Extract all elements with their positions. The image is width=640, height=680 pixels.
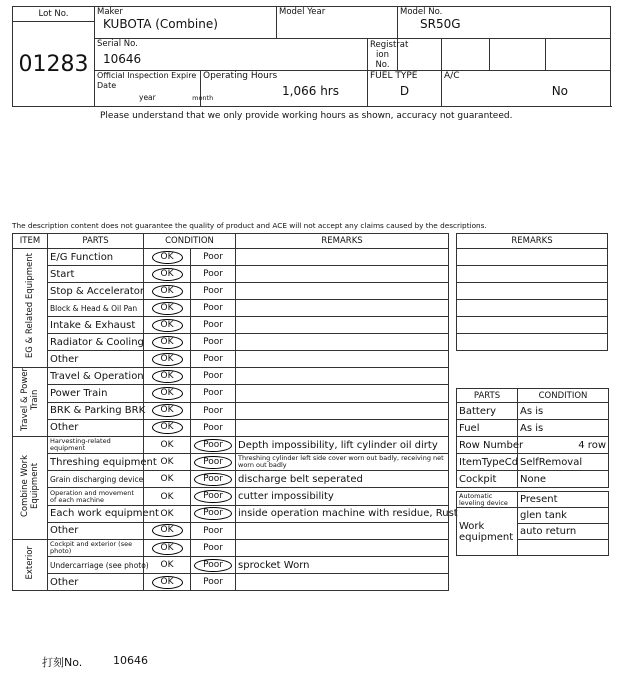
ok-mark: OK [160,457,174,468]
ok-mark: OK [152,251,183,264]
item-group-name: Travel & Power Train [20,368,40,432]
disclaimer: The description content does not guarantee the quality of product and ACE will not accept any claims caused by the descriptions. [12,221,487,230]
work-equipment-table [456,491,609,556]
remark-cell [236,317,449,334]
poor-cell [191,385,236,402]
hours-label: Operating Hours [203,71,278,81]
poor-mark: Poor [203,320,223,330]
model-no-value: SR50G [420,17,461,31]
table-row [13,334,449,351]
poor-cell [191,437,236,454]
item-group-label [13,249,48,368]
part-name: Other [48,419,144,436]
table-row [13,351,449,368]
side-part-condition: As is [518,420,609,437]
fuel-cell [368,71,442,107]
serial-label: Serial No. [97,39,138,49]
poor-mark: Poor [194,439,232,452]
ok-cell [144,557,191,574]
auto-leveling-value: Present [518,492,609,508]
part-name: Other [48,522,144,539]
side-part-condition: 4 row [518,437,609,454]
ok-mark: OK [152,268,183,281]
poor-mark: Poor [203,388,223,399]
side-parts-row [457,420,609,437]
remark-cell [236,385,449,402]
ok-cell [144,300,191,317]
stamp-no-value: 10646 [113,654,148,667]
part-name: Harvesting-related equipment [48,437,144,454]
poor-mark: Poor [203,303,223,313]
poor-mark: Poor [194,507,232,520]
part-name: Start [48,266,144,283]
side-remarks-row [457,300,608,317]
ok-cell [144,540,191,557]
side-part-name: Cockpit [457,471,518,488]
poor-mark: Poor [194,456,232,469]
part-name: Power Train [48,385,144,402]
poor-cell [191,283,236,300]
part-name: Stop & Accelerator [48,283,144,300]
ok-cell [144,351,191,368]
poor-cell [191,368,236,385]
table-row [13,368,449,385]
condition-header: CONDITION [144,234,236,249]
table-row [13,505,449,522]
remark-cell [236,368,449,385]
year-label: year [139,93,156,102]
poor-cell [191,574,236,591]
maker-cell [95,7,277,39]
remark-cell [236,402,449,419]
part-name: Grain discharging device [48,471,144,488]
inspection-cell [95,71,214,107]
table-row [13,300,449,317]
model-no-label: Model No. [400,7,443,17]
ok-cell [144,317,191,334]
ok-cell [144,334,191,351]
lot-no-label: Lot No. [13,7,95,22]
table-row [13,557,449,574]
side-parts-row [457,471,609,488]
poor-mark: Poor [194,559,232,572]
part-name: Other [48,351,144,368]
side-part-name: Fuel [457,420,518,437]
remark-cell [236,266,449,283]
table-row [13,317,449,334]
poor-cell [191,471,236,488]
table-row [13,574,449,591]
item-group-label [13,437,48,540]
side-parts-row [457,454,609,471]
auto-leveling-label: Automatic leveling device [457,492,518,508]
lot-no-value: 01283 [13,22,95,107]
part-name: Operation and movement of each machine [48,488,144,505]
side-remarks-row [457,266,608,283]
part-name: Threshing equipment [48,454,144,471]
table-row [13,283,449,300]
poor-cell [191,266,236,283]
poor-cell [191,540,236,557]
part-name: Other [48,574,144,591]
work-equipment-value [518,540,609,556]
remark-cell: Depth impossibility, lift cylinder oil dirty [236,437,449,454]
model-no-cell [398,7,611,39]
parts-header: PARTS [48,234,144,249]
remarks-header: REMARKS [236,234,449,249]
part-name: Radiator & Cooling [48,334,144,351]
serial-value: 10646 [103,52,142,66]
poor-cell [191,557,236,574]
poor-cell [191,454,236,471]
part-name: E/G Function [48,249,144,266]
ok-mark: OK [152,319,183,332]
remark-cell [236,283,449,300]
item-group-name: Combine Work Equipment [20,455,40,518]
poor-mark: Poor [203,405,223,416]
poor-cell [191,419,236,436]
ok-cell [144,368,191,385]
side-remarks-table [456,233,608,351]
hours-cell [201,71,368,107]
side-parts-row [457,403,609,420]
maker-label: Maker [97,7,123,17]
remark-cell [236,540,449,557]
side-remarks-row [457,317,608,334]
table-row [13,419,449,436]
side-remarks-header: REMARKS [457,234,608,249]
remark-cell [236,574,449,591]
poor-cell [191,522,236,539]
inspection-table [12,233,458,591]
table-row [13,402,449,419]
poor-mark: Poor [203,525,223,536]
poor-mark: Poor [203,252,223,262]
side-part-condition: As is [518,403,609,420]
work-equipment-value: glen tank [518,508,609,524]
ac-cell [442,71,611,107]
table-row [13,266,449,283]
table-row [13,488,449,505]
side-remarks-row [457,249,608,266]
part-name: Block & Head & Oil Pan [48,300,144,317]
registration-label: Registrat ion No. [368,39,398,71]
ok-cell [144,437,191,454]
remark-cell [236,300,449,317]
remark-cell [236,522,449,539]
part-name: Each work equipment [48,505,144,522]
ok-mark: OK [152,370,183,383]
ok-mark: OK [152,421,183,434]
ok-cell [144,419,191,436]
ok-cell [144,266,191,283]
fuel-label: FUEL TYPE [370,71,418,81]
side-part-name: Row Number [457,437,518,454]
ok-mark: OK [152,524,183,537]
ok-mark: OK [152,576,183,589]
ok-cell [144,471,191,488]
ok-mark: OK [152,404,183,417]
stamp-no-label: 打刻No. [42,656,83,669]
ok-mark: OK [160,508,174,519]
poor-mark: Poor [203,543,223,553]
hours-value: 1,066 hrs [282,84,339,98]
poor-mark: Poor [203,371,223,382]
side-part-name: Battery [457,403,518,420]
part-name: Travel & Operation [48,368,144,385]
remark-cell: discharge belt seperated [236,471,449,488]
remark-cell: Threshing cylinder left side cover worn out badly, receiving net worn out badly [236,454,449,471]
fuel-value: D [399,84,410,98]
ok-mark: OK [160,560,174,570]
poor-mark: Poor [203,337,223,347]
poor-mark: Poor [203,354,223,364]
ok-mark: OK [152,542,183,555]
ok-mark: OK [152,336,183,349]
poor-cell [191,488,236,505]
remark-cell: inside operation machine with residue, Rust [236,505,449,522]
ok-mark: OK [152,302,183,315]
item-group-label [13,368,48,437]
poor-cell [191,334,236,351]
ok-cell [144,488,191,505]
ok-cell [144,574,191,591]
side-parts-table [456,388,609,488]
side-part-condition: None [518,471,609,488]
poor-mark: Poor [203,269,223,279]
part-name: Cockpit and exterior (see photo) [48,540,144,557]
item-group-name: Exterior [25,546,35,580]
table-row [13,540,449,557]
item-group-name: EG & Related Equipment [25,253,35,359]
remark-cell: sprocket Worn [236,557,449,574]
ok-mark: OK [160,491,174,502]
poor-cell [191,402,236,419]
side-remarks-row [457,283,608,300]
poor-cell [191,351,236,368]
table-row [13,385,449,402]
side-condition-header: CONDITION [518,389,609,403]
work-equipment-label: Work equipment [457,508,518,556]
ok-cell [144,249,191,266]
ok-mark: OK [152,353,183,366]
remark-cell [236,419,449,436]
poor-cell [191,300,236,317]
ok-mark: OK [160,474,174,485]
work-equipment-value: auto return [518,524,609,540]
model-year-label: Model Year [279,7,326,17]
table-row [13,454,449,471]
header-table [12,6,611,107]
poor-mark: Poor [194,473,232,486]
inspection-label: Official Inspection Expire Date [97,71,197,90]
side-part-name: ItemTypeCd [457,454,518,471]
side-part-condition: SelfRemoval [518,454,609,471]
ok-mark: OK [160,440,174,451]
poor-mark: Poor [203,422,223,433]
hours-notice: Please understand that we only provide working hours as shown, accuracy not guaranteed. [100,111,513,121]
poor-cell [191,317,236,334]
serial-cell [95,39,368,71]
part-name: BRK & Parking BRK [48,402,144,419]
part-name: Undercarriage (see photo) [48,557,144,574]
remark-cell: cutter impossibility [236,488,449,505]
poor-mark: Poor [203,286,223,296]
model-year-cell [277,7,398,39]
side-remarks-row [457,334,608,351]
remark-cell [236,249,449,266]
ok-cell [144,283,191,300]
ok-cell [144,385,191,402]
remark-cell [236,351,449,368]
item-group-label [13,540,48,591]
table-row [13,437,449,454]
registration-box-3 [490,39,546,71]
month-label: month [192,94,214,102]
item-header: ITEM [13,234,48,249]
registration-box-4 [546,39,611,71]
table-row [13,471,449,488]
ac-label: A/C [444,71,460,81]
poor-cell [191,249,236,266]
side-parts-row [457,437,609,454]
part-name: Intake & Exhaust [48,317,144,334]
poor-mark: Poor [194,490,232,503]
ok-mark: OK [152,387,183,400]
ok-mark: OK [152,285,183,298]
ok-cell [144,522,191,539]
table-row [13,522,449,539]
poor-cell [191,505,236,522]
side-parts-header: PARTS [457,389,518,403]
ac-value: No [551,84,569,98]
maker-value: KUBOTA (Combine) [103,17,218,31]
table-row [13,249,449,266]
remark-cell [236,334,449,351]
poor-mark: Poor [203,577,223,587]
registration-box-2 [442,39,490,71]
ok-cell [144,402,191,419]
